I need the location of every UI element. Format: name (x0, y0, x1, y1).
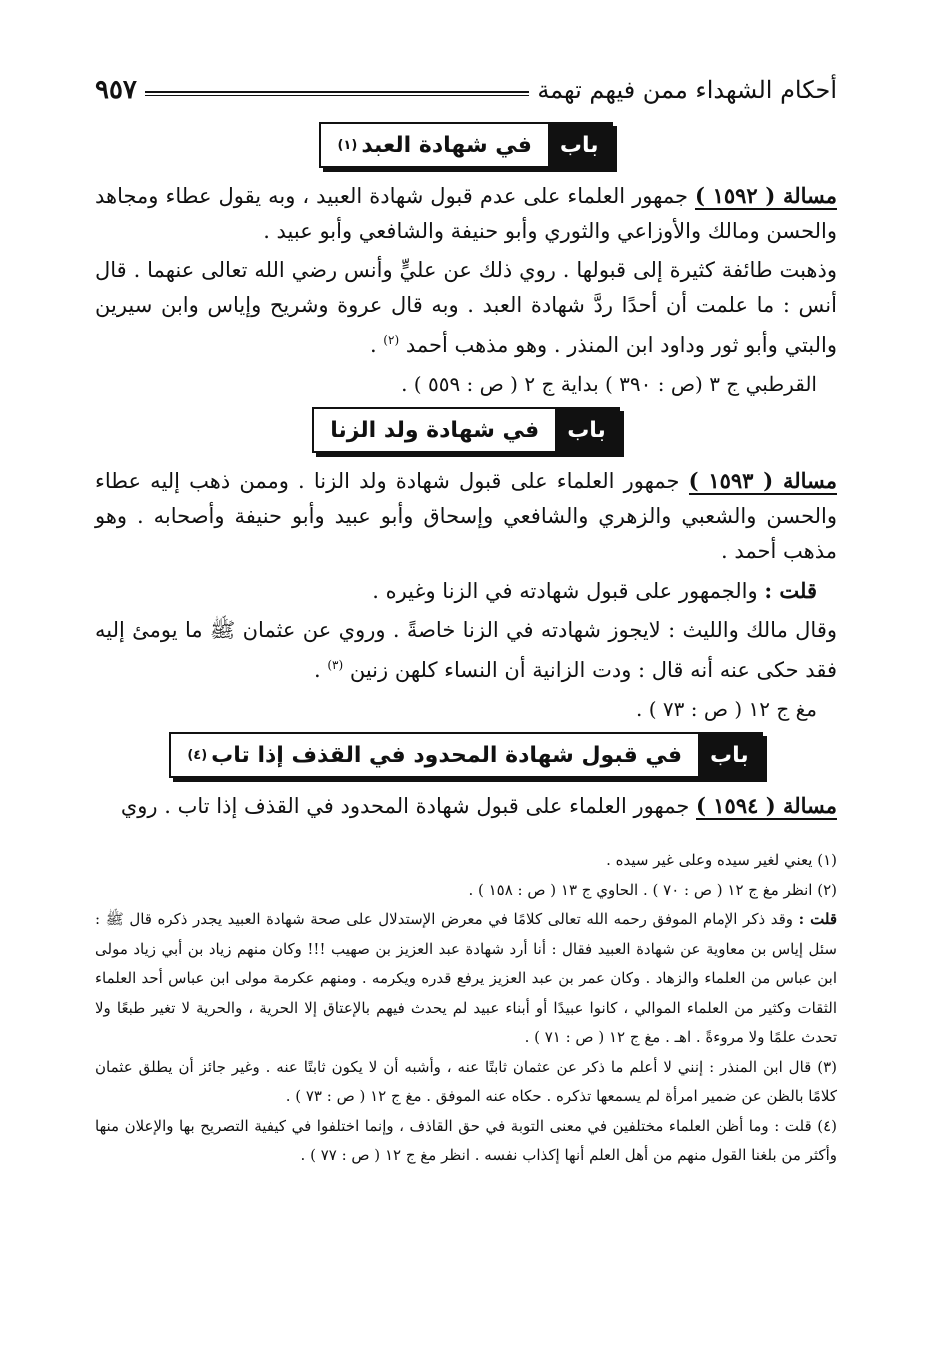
chapter-heading-qadhf-testimony (95, 732, 837, 778)
qult-label: قلت : (764, 578, 817, 603)
running-header (95, 72, 837, 108)
footnote-3: (٣) قال ابن المنذر : إنني لا أعلم ما ذكر عن عثمان ثابتًا عنه ، وأشبه أن لا يكون ثابتًا عنه . وغير جائز أن يطلق عثمان كلامًا بالظن عن ضمير امرأة لم يسمعها تذكره . حكاه عنه الموفق . مغ ج ١٢ ( ص : ٧٣ ) . (95, 1057, 837, 1105)
paragraph-text: جمهور العلماء على قبول شهادة ولد الزنا . وممن ذهب إليه عطاء والحسن والشعبي والزهري والشافعي وإسحاق وأبو عبيد وأبو حنيفة وأصحابه . وهو مذهب أحمد . (95, 469, 837, 563)
chapter-heading-slave-testimony (95, 122, 837, 168)
header-rule (145, 91, 529, 96)
footnote-text: وقد ذكر الإمام الموفق رحمه الله تعالى كلامًا في معرض الإستدلال على صحة شهادة العبيد يجدر ذكره قال ﷺ : سئل إياس بن معاوية عن شهادة العبيد فقال : أنا أرد شهادة عبد العزيز بن صهيب !!! وكان منهم زياد بن أبي زياد مولى ابن عباس من العلماء والزهاد . وكان عمر بن عبد العزيز يرفع قدره ويكرمه . ومنهم عكرمة مولى ابن عباس أحد العلماء الثقات وكثير من العلماء الموالي ، كانوا عبيدًا أو أبناء عبيد لم يحدث فيهم بالإعتاق إلا الحرية ، والحرية لا تغير طبعًا ولا تحدث علمًا ولا مروءةً . اهـ . مغ ج ١٢ ( ص : ٧١ ) . (95, 910, 837, 1046)
source-reference: القرطبي ج ٣ (ص : ٣٩٠ ) بداية ج ٢ ( ص : ٥٥٩ ) . (401, 372, 817, 396)
chapter-heading-box (319, 122, 612, 168)
chapter-heading-box (169, 732, 762, 778)
paragraph-text: وذهبت طائفة كثيرة إلى قبولها . روي ذلك عن عليٍّ وأنس رضي الله تعالى عنهما . قال أنس : ما علمت أن أحدًا ردَّ شهادة العبد . وبه قال عروة وشريح وإياس وابن سيرين والبتي وأبو ثور وداود ابن المنذر . وهو مذهب أحمد (95, 258, 837, 357)
source-reference: مغ ج ١٢ ( ص : ٧٣ ) . (636, 697, 817, 721)
masala-label: مسالة ( ١٥٩٢ ) (694, 183, 837, 208)
masala-paragraph (95, 178, 837, 249)
masala-label: مسالة ( ١٥٩٤ ) (696, 793, 837, 818)
bab-title (321, 124, 547, 166)
paragraph (95, 253, 837, 363)
footnote-2-comment (95, 905, 837, 1053)
paragraph-text: والجمهور على قبول شهادته في الزنا وغيره . (372, 579, 765, 603)
bab-label: باب (555, 409, 618, 451)
footnote-4: (٤) قلت : وما أظن العلماء مختلفين في معنى التوبة في حق القاذف ، وإنما اختلفوا في كيفية التصريح بها والإعلان منها وأكثر من بلغنا القول منهم من أهل العلم أنها إكذاب نفسه . انظر مغ ج ١٢ ( ص : ٧٧ ) . (95, 1116, 837, 1164)
paragraph-tail: . (313, 658, 328, 682)
paragraph-text: وقال مالك والليث : لايجوز شهادته في الزنا خاصةً . وروي عن عثمان ﷺ ما يومئ إليه فقد حكى عنه أنه قال : ودت الزانية أن النساء كلهن زنين (95, 618, 837, 682)
bab-title (171, 734, 698, 776)
footnote-1: (١) يعني لغير سيده وعلى غير سيده . (606, 851, 837, 869)
footnote-marker: (٣) (327, 658, 344, 672)
chapter-heading-box (312, 407, 620, 453)
bab-title-text: في شهادة العبد (361, 132, 532, 158)
running-title: أحكام الشهداء ممن فيهم تهمة (537, 76, 837, 104)
masala-paragraph (95, 788, 837, 824)
bab-title-text: في قبول شهادة المحدود في القذف إذا تاب (211, 742, 683, 768)
paragraph-text: جمهور العلماء على قبول شهادة المحدود في القذف إذا تاب . روي (120, 794, 697, 818)
paragraph-tail: . (369, 333, 384, 357)
qult-label: قلت : (798, 910, 838, 928)
bab-title: في شهادة ولد الزنا (330, 417, 540, 443)
masala-paragraph (95, 463, 837, 569)
footnote-marker: (٤) (187, 747, 208, 763)
bab-label: باب (698, 734, 761, 776)
bab-label: باب (548, 124, 611, 166)
chapter-heading-illegitimate-child (95, 407, 837, 453)
page-number: ٩٥٧ (95, 75, 137, 105)
footnotes (95, 846, 837, 1171)
qult-paragraph (95, 573, 837, 609)
footnote-marker: (٢) (383, 333, 400, 347)
footnote-marker: (١) (337, 137, 358, 153)
paragraph-text: جمهور العلماء على عدم قبول شهادة العبيد ، وبه يقول عطاء ومجاهد والحسن ومالك والأوزاعي والثوري وأبو حنيفة والشافعي وأبو عبيد . (95, 184, 837, 243)
masala-label: مسالة ( ١٥٩٣ ) (688, 468, 838, 493)
paragraph (95, 613, 837, 688)
footnote-2: (٢) انظر مغ ج ١٢ ( ص : ٧٠ ) . الحاوي ج ١٣ ( ص : ١٥٨ ) . (468, 880, 837, 899)
